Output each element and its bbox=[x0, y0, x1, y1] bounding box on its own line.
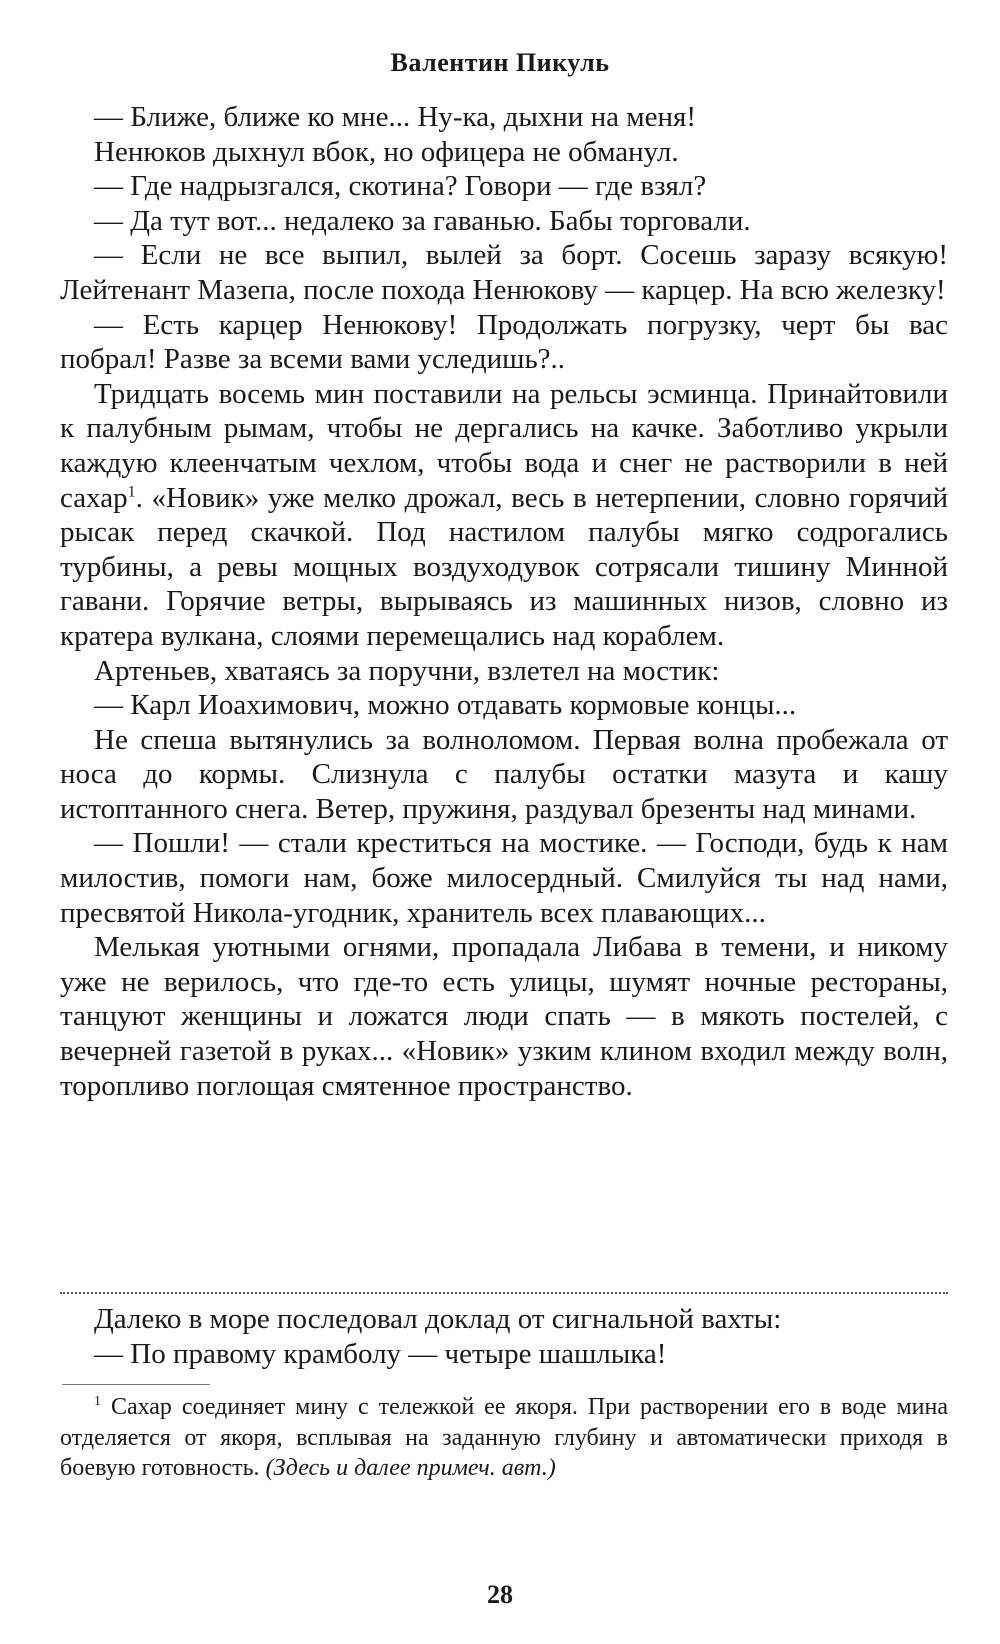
paragraph: Мелькая уютными огнями, пропадала Либава в темени, и никому уже не верилось, что где-то есть улицы, шумят ночные рестораны, танцуют женщины и ложатся люди спать — в мякоть постелей, с вечерней газетой в руках... «Новик» узким клином входил между волн, торопливо поглощая смятенное пространство. bbox=[60, 931, 948, 1102]
running-header-author: Валентин Пикуль bbox=[390, 48, 610, 77]
paragraph: — По правому крамболу — четыре шашлыка! bbox=[94, 1337, 667, 1370]
paragraph: Ненюков дыхнул вбок, но офицера не обманул. bbox=[94, 135, 679, 168]
paragraph-text-continued: . «Новик» уже мелко дрожал, весь в нетерпении, словно горячий рысак перед скачкой. Под настилом палубы мягко содрогались турбины, а ревы мощных воздуходувок сотрясали тишину Минной гавани. Горячие ветры, вырываясь из машинных низов, словно из кратера вулкана, слоями перемещались над кораблем. bbox=[60, 481, 948, 652]
paragraph: Далеко в море последовал доклад от сигнальной вахты: bbox=[94, 1303, 782, 1335]
paragraph: — Пошли! — стали креститься на мостике. — Господи, будь к нам милостив, помоги нам, боже милосердный. Смилуйся ты над нами, пресвятой Никола-угодник, хранитель всех плавающих... bbox=[60, 827, 948, 929]
footnote-reference: 1 bbox=[127, 482, 136, 500]
paragraph: Артеньев, хватаясь за поручни, взлетел на мостик: bbox=[94, 654, 720, 687]
paragraph: — Если не все выпил, вылей за борт. Сосешь заразу всякую! Лейтенант Мазепа, после похода Ненюкову — карцер. На всю железку! bbox=[60, 239, 948, 306]
section-text bbox=[60, 1302, 948, 1371]
footnote-rule bbox=[62, 1384, 210, 1385]
paragraph: — Есть карцер Ненюкову! Продолжать погрузку, черт бы вас побрал! Разве за всеми вами уследишь?.. bbox=[60, 308, 948, 376]
main-text bbox=[60, 100, 948, 1103]
paragraph: Не спеша вытянулись за волноломом. Первая волна пробежала от носа до кормы. Слизнула с палубы остатки мазута и кашу истоптанного снега. Ветер, пружиня, раздувал брезенты над минами. bbox=[60, 723, 948, 825]
footnote bbox=[60, 1392, 948, 1484]
paragraph: — Да тут вот... недалеко за гаванью. Бабы торговали. bbox=[94, 204, 751, 237]
paragraph-text: Тридцать восемь мин поставили на рельсы эсминца. Принайтовили к палубным рымам, чтобы не дергались на качке. Заботливо укрыли каждую клеенчатым чехлом, чтобы вода и снег не растворили в ней сахар bbox=[60, 377, 948, 514]
paragraph: — Карл Иоахимович, можно отдавать кормовые концы... bbox=[94, 689, 797, 722]
paragraph: — Где надрызгался, скотина? Говори — где взял? bbox=[94, 170, 707, 203]
paragraph-with-footnote bbox=[60, 377, 948, 654]
footnote-text: Сахар соединяет мину с тележкой ее якоря. При растворении его в воде мина отделяется от якоря, всплывая на заданную глубину и автоматически приходя в боевую готовность. bbox=[60, 1394, 948, 1481]
footnote-mark: 1 bbox=[94, 1394, 101, 1409]
footnote-italic-note: (Здесь и далее примеч. авт.) bbox=[265, 1455, 556, 1481]
page-number: 28 bbox=[487, 1580, 513, 1609]
section-separator-dotted bbox=[60, 1292, 948, 1294]
paragraph: — Ближе, ближе ко мне... Ну-ка, дыхни на меня! bbox=[94, 101, 696, 133]
